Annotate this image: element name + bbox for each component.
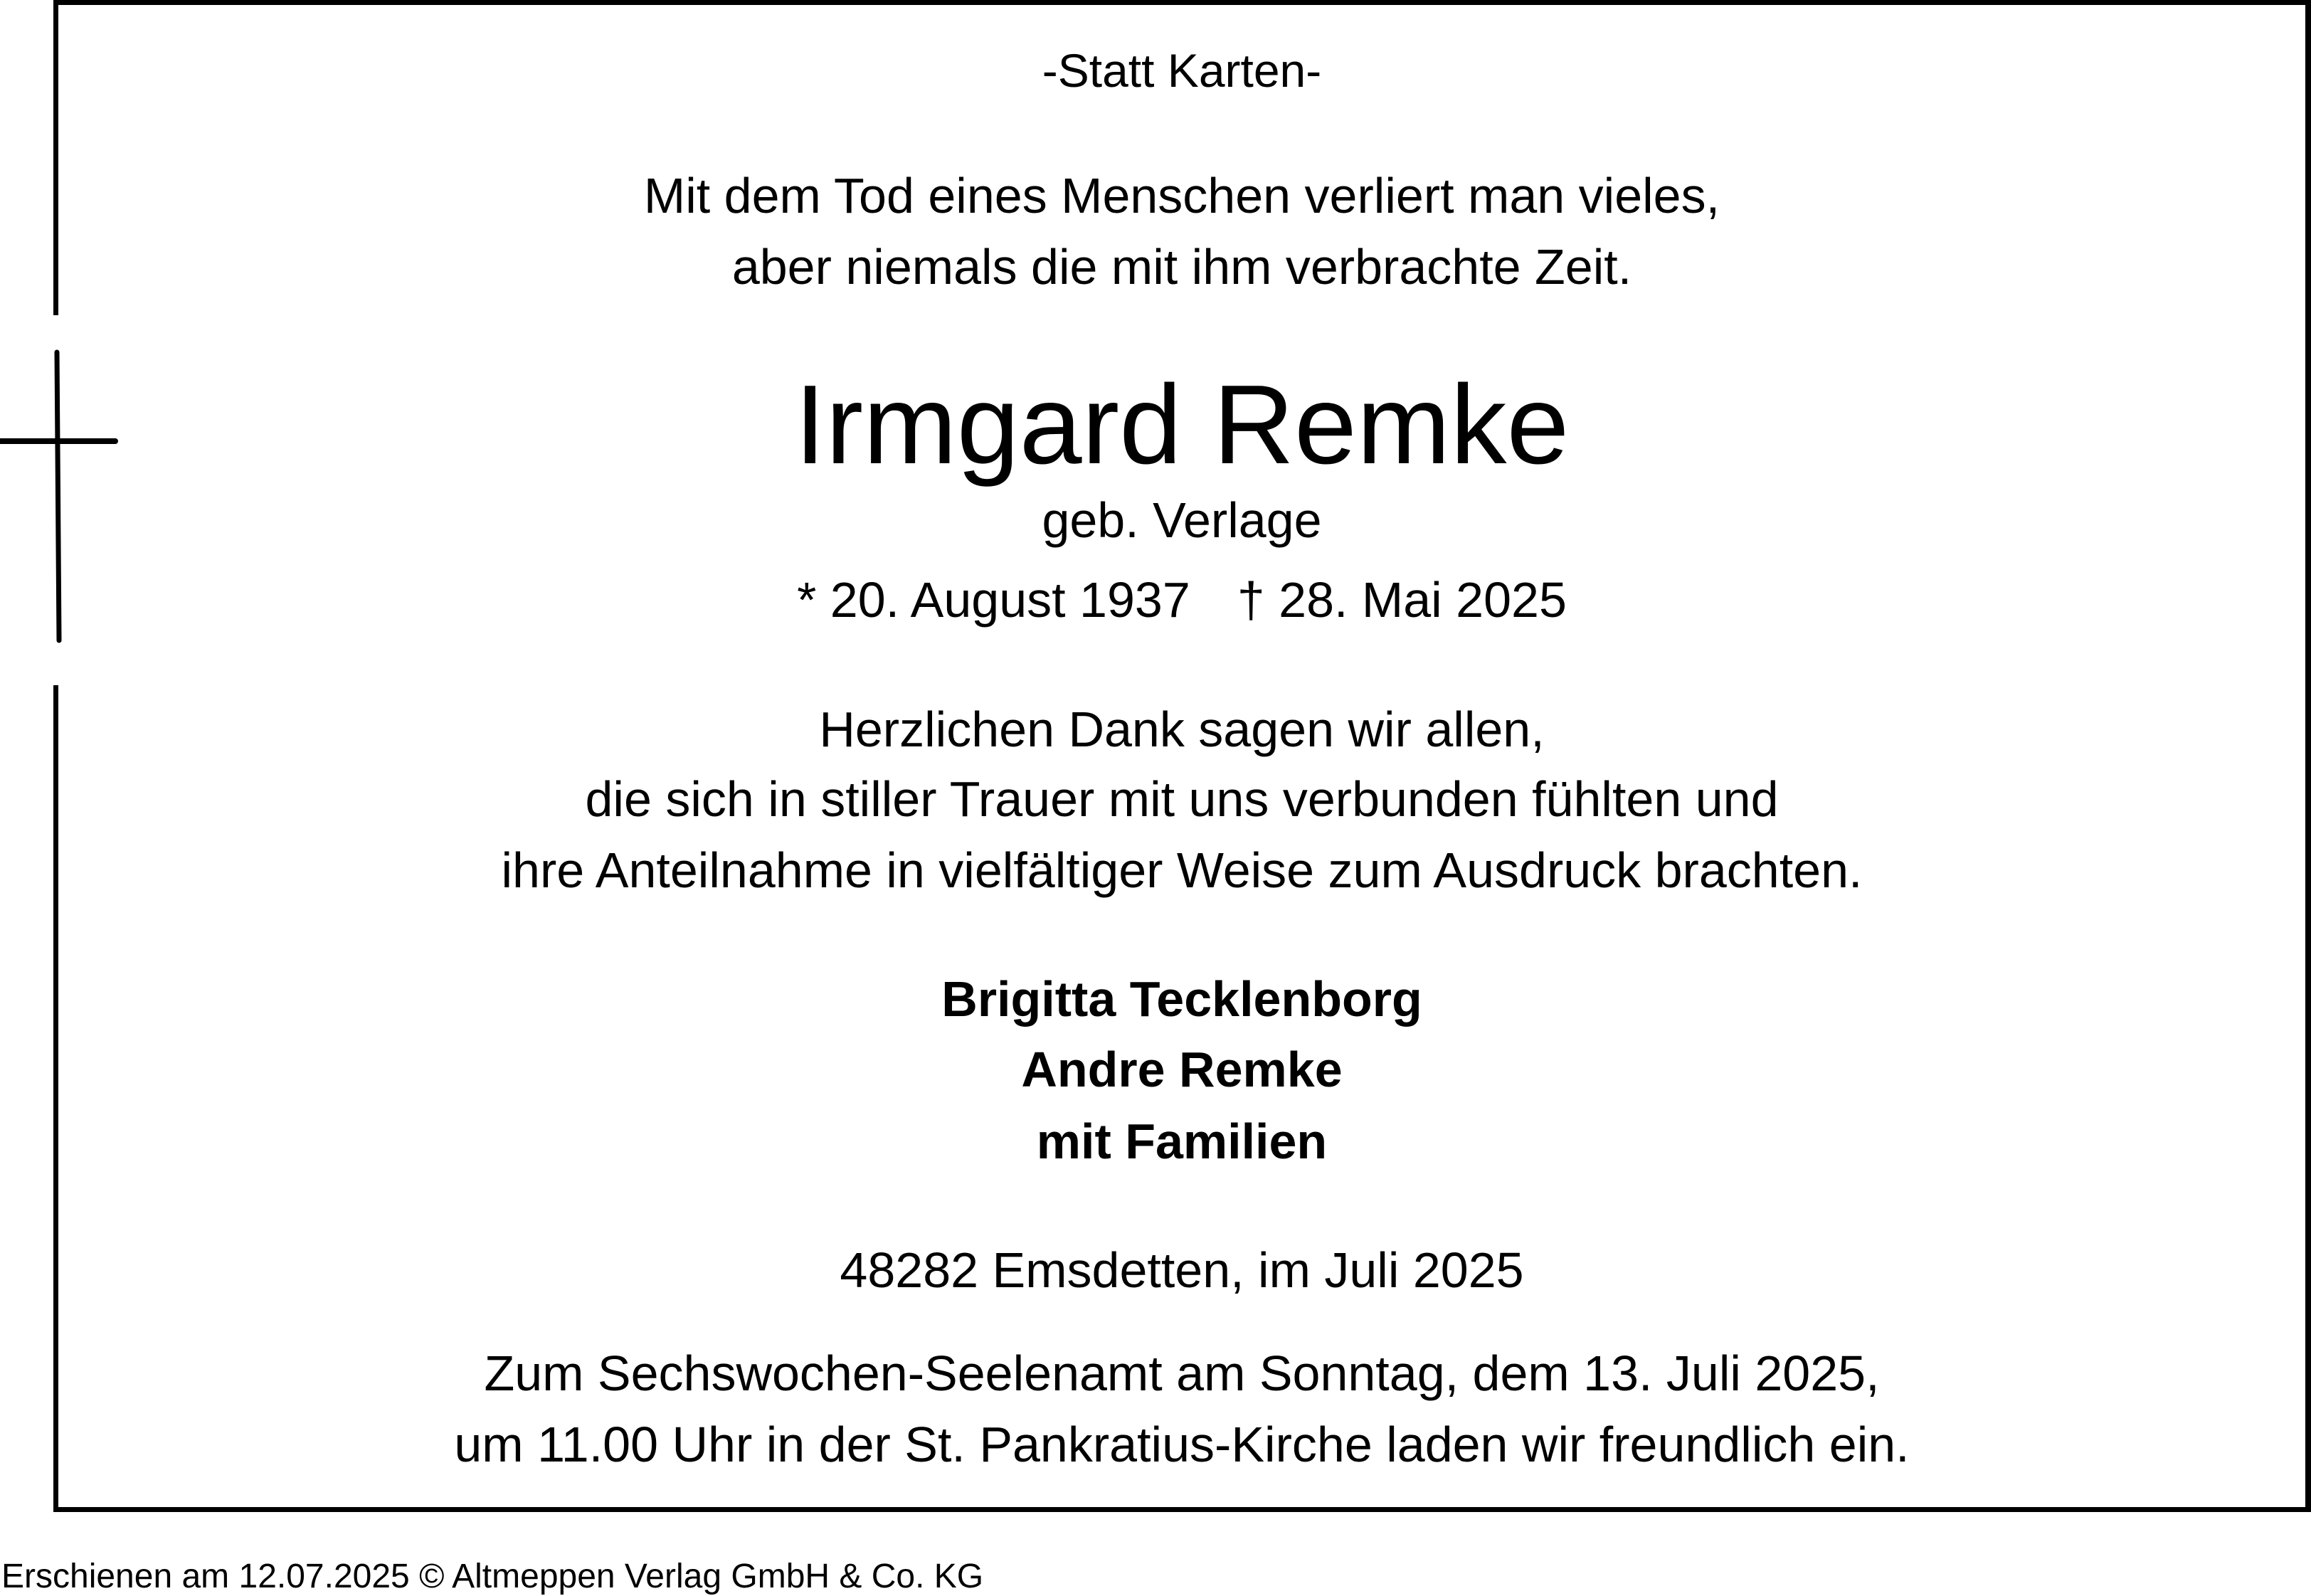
- border-left-lower: [53, 685, 58, 1512]
- border-right: [2305, 0, 2311, 1512]
- mourner-name: Brigitta Tecklenborg: [941, 971, 1422, 1027]
- maiden-name: geb. Verlage: [1042, 492, 1322, 548]
- border-bottom: [53, 1507, 2311, 1512]
- border-top: [53, 0, 2311, 5]
- quote-line: aber niemals die mit ihm verbrachte Zeit.: [731, 239, 1632, 295]
- death-date: † 28. Mai 2025: [1237, 572, 1567, 628]
- birth-date: * 20. August 1937: [797, 572, 1190, 628]
- thanks-line: die sich in stiller Trauer mit uns verbunden fühlten und: [585, 771, 1779, 827]
- place-date: 48282 Emsdetten, im Juli 2025: [840, 1242, 1524, 1298]
- mass-announcement-line: Zum Sechswochen-Seelenamt am Sonntag, dem 13. Juli 2025,: [484, 1346, 1880, 1401]
- publication-footer: Erschienen am 12.07.2025 © Altmeppen Verlag GmbH & Co. KG: [1, 1558, 984, 1595]
- life-dates: [58, 572, 2305, 628]
- statt-karten-header: -Statt Karten-: [1042, 44, 1322, 97]
- quote-line: Mit dem Tod eines Menschen verliert man vieles,: [643, 168, 1720, 223]
- mourner-name: Andre Remke: [1021, 1042, 1343, 1097]
- thanks-line: ihre Anteilnahme in vielfältiger Weise zum Ausdruck brachten.: [501, 842, 1863, 898]
- deceased-name: Irmgard Remke: [794, 362, 1570, 487]
- mass-announcement-line: um 11.00 Uhr in der St. Pankratius-Kirche laden wir freundlich ein.: [454, 1417, 1910, 1472]
- border-left-upper: [53, 0, 58, 315]
- thanks-line: Herzlichen Dank sagen wir allen,: [819, 702, 1545, 757]
- mourner-name: mit Familien: [1036, 1114, 1328, 1169]
